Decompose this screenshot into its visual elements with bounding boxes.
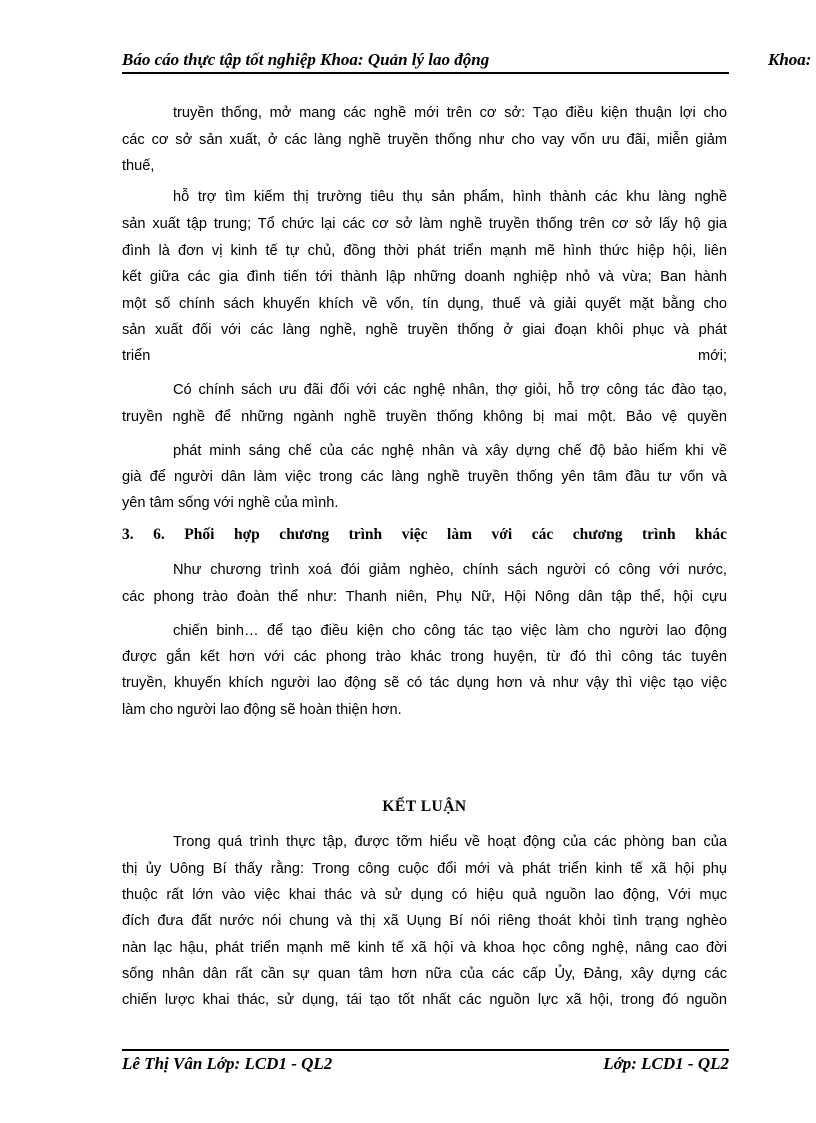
- text-line: thuế,: [122, 158, 155, 174]
- text-line: nàn lạc hậu, phát triển mạnh mẽ kinh tế xã hội và khoa học công nghệ, nâng cao đời: [122, 940, 727, 956]
- text-line: chiến lược khai thác, sử dụng, tái tạo tốt nhất các nguồn lực xã hội, trong đó nguồn: [122, 992, 727, 1008]
- text-line: được gắn kết hơn với các phong trào khác trong huyện, từ đó thì công tác tuyên: [122, 649, 727, 665]
- text-line: đình là đơn vị kinh tế tự chủ, đồng thời phát triển mạnh mẽ hình thức hiệp hội, liên: [122, 243, 727, 259]
- text-line: Như chương trình xoá đói giảm nghèo, chính sách người có công với nước,: [173, 562, 727, 578]
- footer-author: Lê Thị Vân Lớp: LCD1 - QL2: [122, 1054, 333, 1073]
- text-line: già để người dân làm việc trong các làng nghề truyền thống yên tâm đầu tư vốn và: [122, 469, 727, 485]
- text-line: một số chính sách khuyến khích về vốn, tín dụng, thuế và giải quyết mặt bằng cho: [122, 296, 727, 312]
- text-line: truyền thống, mở mang các nghề mới trên cơ sở: Tạo điều kiện thuận lợi cho: [173, 105, 727, 121]
- footer-rule: [122, 1049, 729, 1051]
- text-line: phát minh sáng chế của các nghệ nhân và xây dựng chế độ bảo hiểm khi về: [173, 443, 727, 459]
- text-line: sống nhân dân rất cần sự quan tâm hơn nữa của các cấp Ủy, Đảng, xây dựng các: [122, 966, 727, 982]
- text-line: đích đưa đất nước nói chung và thị xã Uụng Bí nói riêng thoát khỏi tình trạng nghèo: [122, 913, 727, 929]
- text-fragment: triển: [122, 348, 151, 364]
- text-line: sản xuất tập trung; Tổ chức lại các cơ sở làm nghề truyền thống trên cơ sở lấy hộ gia: [122, 216, 727, 232]
- text-line: chiến binh… để tạo điều kiện cho công tác tạo việc làm cho người lao động: [173, 623, 727, 639]
- conclusion-heading: KẾT LUẬN: [382, 798, 467, 815]
- text-line: Trong quá trình thực tập, được tỡm hiểu về hoạt động của các phòng ban của: [173, 834, 727, 850]
- footer-class: Lớp: LCD1 - QL2: [603, 1054, 729, 1073]
- text-line: thị ủy Uông Bí thấy rằng: Trong công cuộc đổi mới và phát triển kinh tế xã hội phụ: [122, 861, 727, 877]
- header-rule: [122, 72, 729, 74]
- text-line: truyền, khuyến khích người lao động sẽ có tác dụng hơn và như vậy thì việc tạo việc: [122, 675, 727, 691]
- text-line: thuộc rất lớn vào việc khai thác và sử dụng có hiệu quả nguồn lao động, Với mục: [122, 887, 727, 903]
- text-line: truyền nghề để những ngành nghề truyền thống không bị mai một. Bảo vệ quyền: [122, 409, 727, 425]
- text-line: [122, 346, 727, 366]
- header-right-text: Khoa:: [768, 50, 812, 69]
- page-header: [122, 50, 816, 72]
- text-line: yên tâm sống với nghề của mình.: [122, 495, 339, 511]
- page-footer: [122, 1054, 729, 1078]
- text-line: hỗ trợ tìm kiếm thị trường tiêu thụ sản phẩm, hình thành các khu làng nghề: [173, 189, 727, 205]
- text-line: các cơ sở sản xuất, ở các làng nghề truyền thống như cho vay vốn ưu đãi, miễn giảm: [122, 132, 727, 148]
- section-heading: 3. 6. Phối hợp chương trình việc làm với các chương trình khác: [122, 526, 727, 543]
- text-line: các phong trào đoàn thể như: Thanh niên, Phụ Nữ, Hội Nông dân tập thể, hội cựu: [122, 589, 727, 605]
- text-line: kết giữa các gia đình tiến tới thành lập những doanh nghiệp nhỏ và vừa; Ban hành: [122, 269, 727, 285]
- text-fragment: mới;: [697, 348, 727, 364]
- header-title: Báo cáo thực tập tốt nghiệp Khoa: Quản lý lao động: [122, 50, 490, 69]
- text-line: Có chính sách ưu đãi đối với các nghệ nhân, thợ giỏi, hỗ trợ công tác đào tạo,: [173, 382, 727, 398]
- text-line: làm cho người lao động sẽ hoàn thiện hơn.: [122, 702, 402, 718]
- text-line: sản xuất đối với các làng nghề, nghề truyền thống ở giai đoạn khôi phục và phát: [122, 322, 727, 338]
